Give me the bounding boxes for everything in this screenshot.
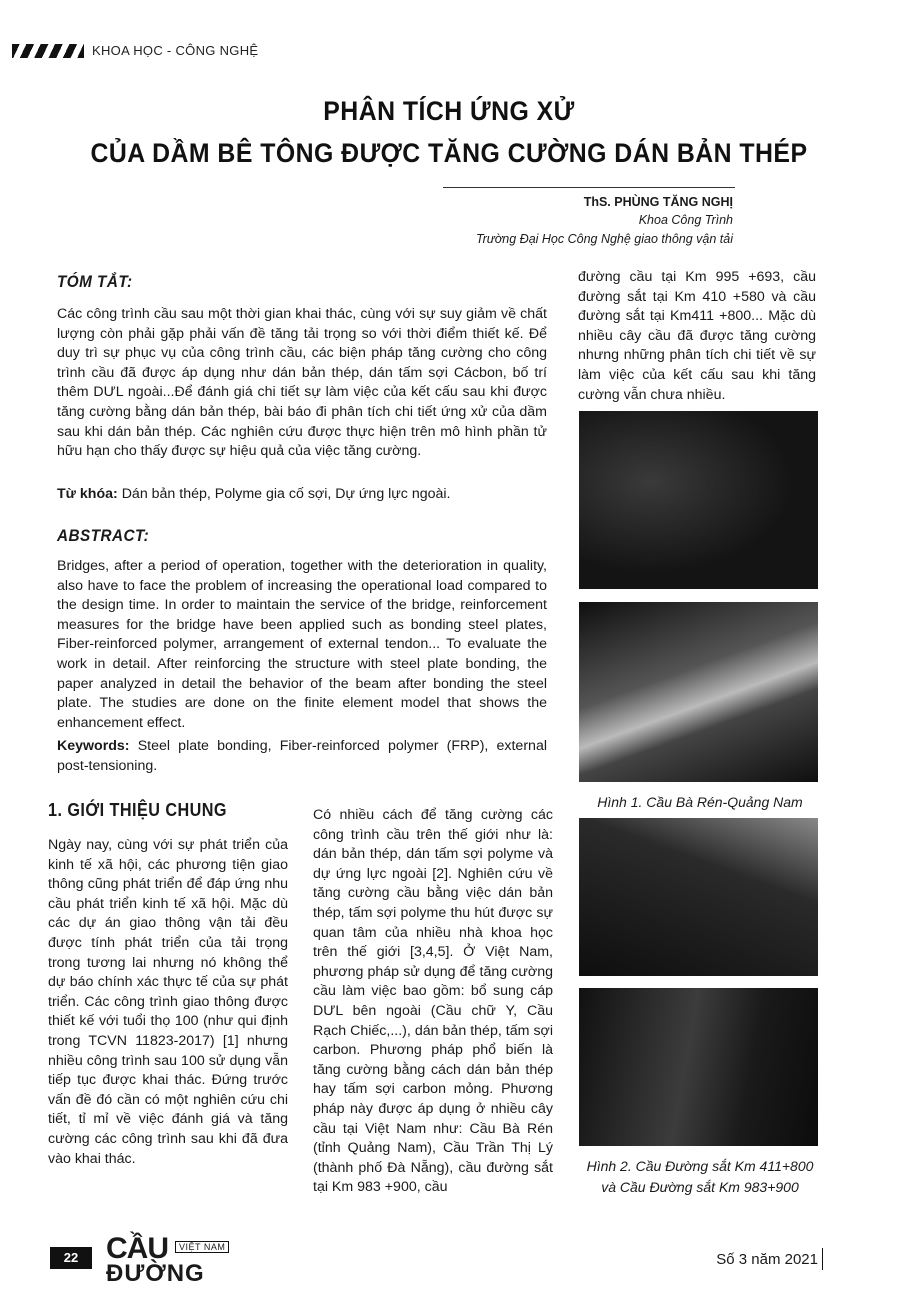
section1-heading: 1. GIỚI THIỆU CHUNG — [48, 800, 227, 820]
summary-vi-keywords — [57, 485, 547, 505]
issue-label: Số 3 năm 2021 — [716, 1251, 818, 1268]
photo-ba-ren-2 — [579, 602, 818, 782]
figure2-caption: Hình 2. Cầu Đường sắt Km 411+800 và Cầu Đường sắt Km 983+900 — [586, 1158, 814, 1195]
summary-vi-heading: TÓM TẮT: — [57, 272, 133, 291]
kw-en-label: Keywords: — [57, 738, 130, 754]
author-dept: Khoa Công Trình — [638, 213, 733, 227]
abstract-body: Bridges, after a period of operation, together with the deterioration in quality, also have to face the problem of increasing the operational load compared to the design time. In order to maintain the service of the bridge, reinforcement measures for the bridge have been applied such as bonding steel plates, Fiber-reinforced polymer, arrangement of external tendon... To evaluate the work in detail. After reinforcing the structure with steel plate bonding, the paper analyzed in detail the behavior of the beam after bonding the steel plate. The studies are done on the finite element model that shows the enhancement effect. — [57, 558, 547, 731]
photo-railway-km983 — [579, 988, 818, 1146]
author-school: Trường Đại Học Công Nghệ giao thông vận tải — [475, 232, 733, 246]
section1-col3: đường cầu tại Km 995 +693, cầu đường sắt tại Km 410 +580 và cầu đường sắt tại Km411 +800... Mặc dù nhiều cây cầu đã được tăng cường nhưng những phân tích chi tiết về sự làm việc của kết cấu sau khi tăng cường vẫn chưa nhiều. — [578, 269, 816, 403]
magazine-logo-vn: VIỆT NAM — [175, 1241, 229, 1253]
photo-ba-ren-1 — [579, 411, 818, 589]
author-divider — [443, 187, 735, 188]
abstract-keywords — [57, 737, 547, 776]
section-stripes — [12, 44, 84, 58]
kw-en-text: Steel plate bonding, Fiber-reinforced polymer (FRP), external post-tensioning. — [57, 738, 547, 774]
issue-divider — [822, 1248, 823, 1270]
summary-vi-body: Các công trình cầu sau một thời gian khai thác, cùng với sự suy giảm về chất lượng còn phải gặp phải vấn đề tăng tải trọng so với thời điểm thiết kế. Để duy trì sự phục vụ của công trình cầu, các biện pháp tăng cường cho công trình cầu đã được áp dụng như dán bản thép, dán tấm sợi Cácbon, bố trí thêm DƯL ngoài...Để đánh giá chi tiết sự làm việc của kết cấu sau khi được tăng cường bằng dán bản thép, bài báo đi phân tích chi tiết ứng xử của dầm sau khi dán bản thép. Các nghiên cứu được thực hiện trên mô hình phần tử hữu hạn cho thấy được sự hiệu quả của việc tăng cường. — [57, 306, 547, 460]
photo-railway-km411 — [579, 818, 818, 976]
abstract-heading: ABSTRACT: — [57, 526, 150, 545]
figure1-caption: Hình 1. Cầu Bà Rén-Quảng Nam — [597, 794, 803, 810]
article-title-line1: PHÂN TÍCH ỨNG XỬ — [323, 96, 575, 126]
article-title-line2: CỦA DẦM BÊ TÔNG ĐƯỢC TĂNG CƯỜNG DÁN BẢN THÉP — [90, 138, 808, 168]
kw-vi-text: Dán bản thép, Polyme gia cố sợi, Dự ứng lực ngoài. — [121, 486, 451, 502]
magazine-logo-top: CẦU — [106, 1232, 168, 1265]
kw-vi-label: Từ khóa: — [57, 486, 118, 502]
author-name: ThS. PHÙNG TĂNG NGHỊ — [583, 195, 733, 209]
section1-col2: Có nhiều cách để tăng cường các công trình cầu trên thế giới như là: dán bản thép, dán tấm sợi polyme và dự ứng lực ngoài [2]. Nghiên cứu về tăng cường cầu bằng việc dán bản thép, tấm sợi polyme thu hút được sự quan tâm của nhiều nhà khoa học trên thế giới [3,4,5]. Ở Việt Nam, phương pháp sử dụng để tăng cường cầu làm việc bao gồm: bổ sung cáp DƯL bên ngoài (Cầu chữ Y, Cầu Rạch Chiếc,...), dán bản thép, tấm sợi carbon. Phương pháp phổ biến là tăng cường bằng cách dán bản thép hay tấm sợi carbon mỏng. Phương pháp này được áp dụng ở nhiều cây cầu tại Việt Nam như: Cầu Bà Rén (tỉnh Quảng Nam), Cầu Trần Thị Lý (thành phố Đà Nẵng), cầu đường sắt tại Km 983 +900, cầu — [313, 807, 553, 1196]
page-number: 22 — [50, 1247, 92, 1269]
section1-col1: Ngày nay, cùng với sự phát triển của kinh tế xã hội, các phương tiện giao thông cũng phát triển để đáp ứng nhu cầu phát triển kinh tế xã hội. Mặc dù các dự án giao thông vận tải đều được tính phát triển của tải trọng trong tương lai nhưng nó không thể dự báo chính xác thực tế của sự phát triển. Các công trình giao thông được thiết kế với tuổi thọ 100 (như qui định trong TCVN 11823-2017) [1] nhưng nhiều công trình sau 100 sử dụng vẫn tiếp tục được khai thác. Đứng trước vấn đề đó cần có một nghiên cứu chi tiết, tỉ mỉ về việc đánh giá và tăng cường các công trình sau khi đã đưa vào khai thác. — [48, 837, 288, 1167]
section-label: KHOA HỌC - CÔNG NGHỆ — [92, 43, 259, 58]
magazine-logo-bottom: ĐƯỜNG — [106, 1260, 205, 1287]
